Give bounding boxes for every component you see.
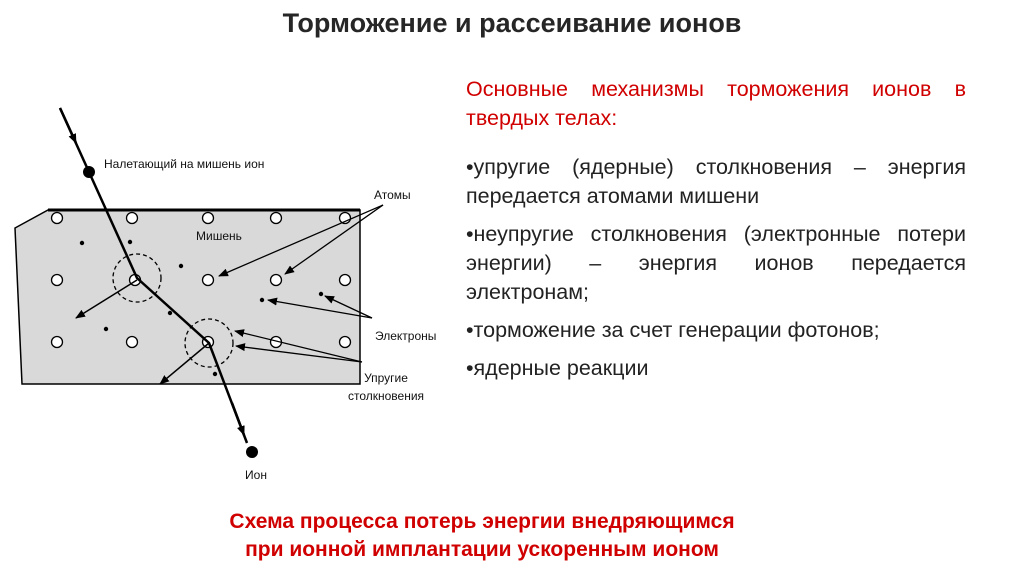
electron — [168, 311, 172, 315]
atom — [127, 213, 138, 224]
atom — [340, 337, 351, 348]
label-atoms: Атомы — [374, 188, 411, 202]
mechanism-item: •неупругие столкновения (электронные потери энергии) – энергия ионов передается электронам; — [466, 222, 966, 304]
atom — [271, 275, 282, 286]
atom — [271, 213, 282, 224]
electron — [179, 264, 183, 268]
mechanism-item: •торможение за счет генерации фотонов; — [466, 318, 880, 342]
atom — [203, 213, 214, 224]
electron — [104, 327, 108, 331]
label-target: Мишень — [196, 229, 242, 243]
mechanism-item: •ядерные реакции — [466, 356, 649, 380]
atom — [52, 213, 63, 224]
mechanisms-heading: Основные механизмы торможения ионов в твердых телах: — [466, 77, 966, 130]
atom — [52, 337, 63, 348]
atom — [203, 275, 214, 286]
page-title: Торможение и рассеивание ионов — [282, 8, 742, 38]
caption-line-1: Схема процесса потерь энергии внедряющимся — [229, 510, 735, 533]
electron — [319, 292, 323, 296]
electron — [213, 372, 217, 376]
mechanisms-panel — [466, 75, 966, 383]
label-elastic-line2: столкновения — [347, 389, 425, 403]
figure-caption — [0, 508, 964, 564]
mechanism-item: •упругие (ядерные) столкновения – энергия передается атомами мишени — [466, 155, 966, 208]
electron — [128, 240, 132, 244]
caption-line-2: при ионной имплантации ускоренным ионом — [245, 538, 719, 561]
label-incident-ion: Налетающий на мишень ион — [104, 157, 265, 171]
label-ion: Ион — [245, 468, 267, 482]
atom — [127, 337, 138, 348]
atom — [340, 275, 351, 286]
trajectory-arrow — [232, 403, 244, 435]
electron — [260, 298, 264, 302]
ion-scattering-diagram — [0, 0, 470, 500]
final-ion — [246, 446, 258, 458]
target-region — [15, 210, 360, 384]
trajectory-arrow — [60, 108, 76, 143]
atom — [52, 275, 63, 286]
label-elastic-line1: Упругие — [364, 371, 408, 385]
electron — [80, 241, 84, 245]
mechanisms-list — [466, 153, 966, 383]
incident-ion — [83, 166, 95, 178]
label-electrons: Электроны — [375, 329, 437, 343]
